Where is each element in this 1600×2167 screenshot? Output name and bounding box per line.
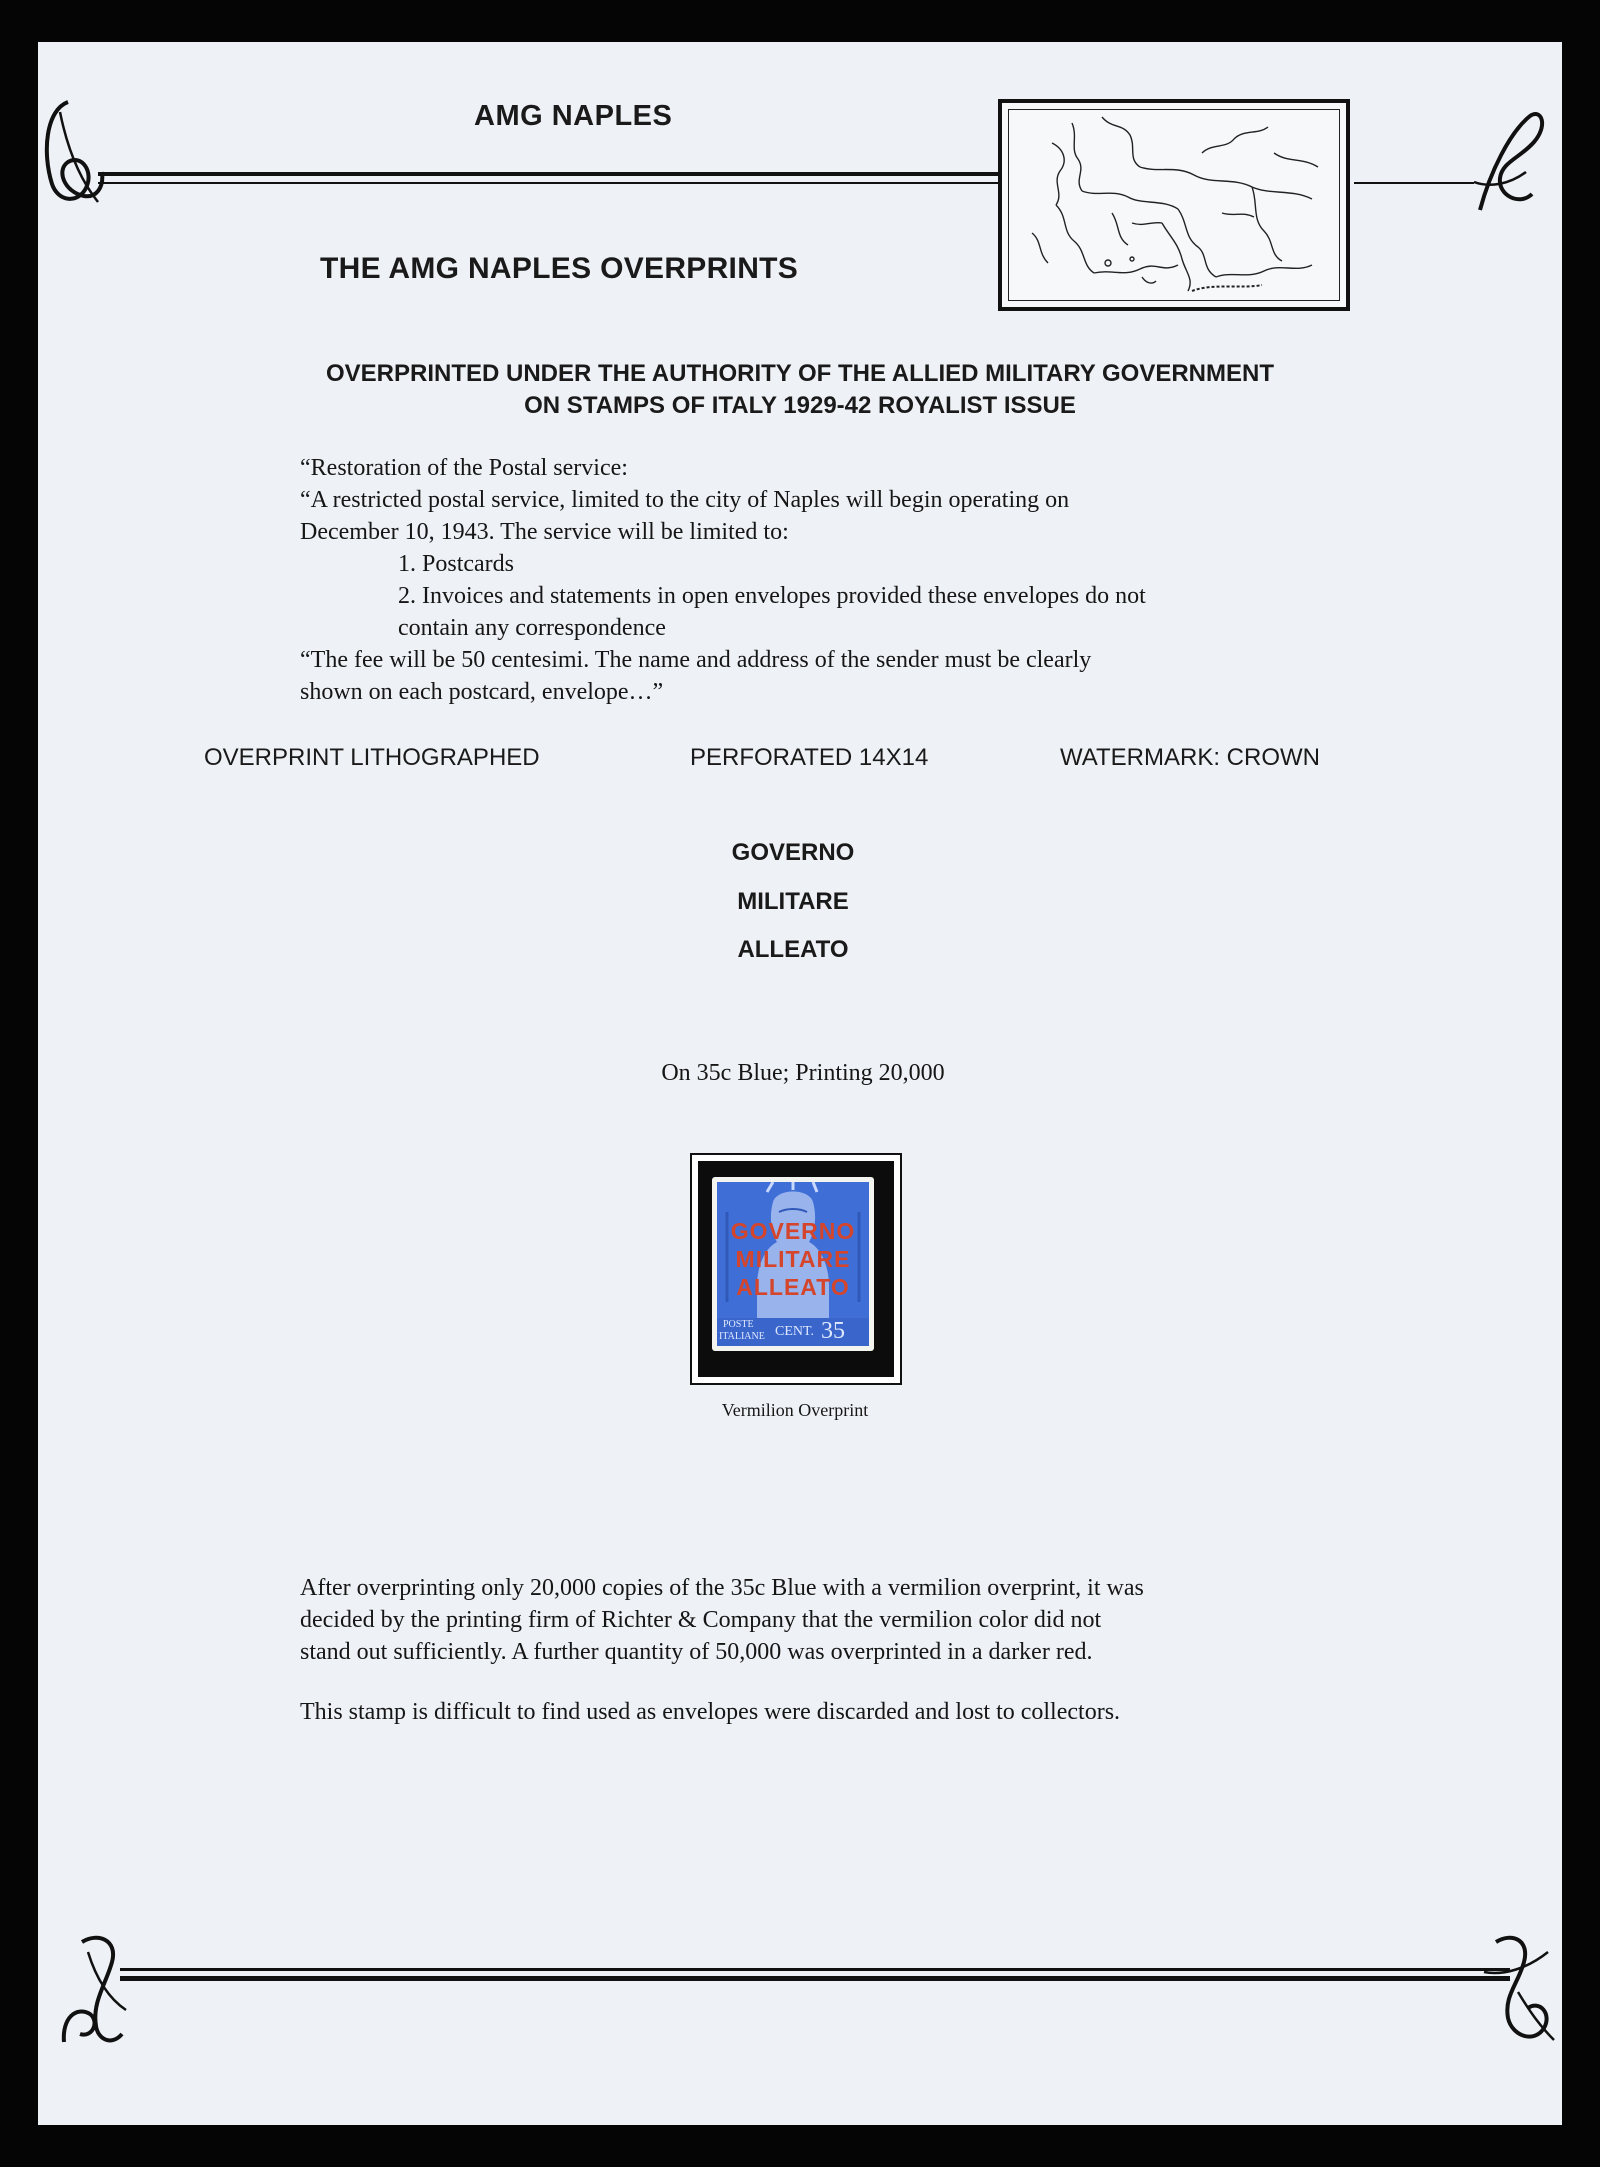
- stamp-overprint-line-3: ALLEATO: [736, 1274, 850, 1300]
- quote-line-2: “A restricted postal service, limited to the city of Naples will begin operating on: [300, 487, 1070, 513]
- quote-item-2b: contain any correspondence: [398, 615, 666, 641]
- quote-line-3: December 10, 1943. The service will be limited to:: [300, 519, 789, 545]
- subtitle-line-2: ON STAMPS OF ITALY 1929-42 ROYALIST ISSUE: [524, 392, 1076, 419]
- album-title: AMG NAPLES: [474, 100, 673, 132]
- stamp-overprint-line-2: MILITARE: [735, 1246, 851, 1272]
- flourish-bottom-right-icon: [1478, 1922, 1562, 2052]
- stamp-value: 35: [821, 1318, 845, 1344]
- bottom-rule: [120, 1968, 1510, 1971]
- flourish-top-left-icon: [38, 92, 110, 212]
- spec-watermark: WATERMARK: CROWN: [1060, 744, 1320, 771]
- notes-para2: This stamp is difficult to find used as envelopes were discarded and lost to collectors.: [300, 1699, 1121, 1725]
- stamp-mount: [690, 1153, 902, 1385]
- page-title: THE AMG NAPLES OVERPRINTS: [320, 252, 799, 285]
- notes-para1-line3: stand out sufficiently. A further quantity of 50,000 was overprinted in a darker red.: [300, 1639, 1093, 1665]
- quote-line-5: shown on each postcard, envelope…”: [300, 679, 664, 705]
- quote-item-1: 1. Postcards: [398, 551, 514, 577]
- stamp-caption-above: On 35c Blue; Printing 20,000: [661, 1060, 945, 1086]
- subtitle-line-1: OVERPRINTED UNDER THE AUTHORITY OF THE ALLIED MILITARY GOVERNMENT: [325, 360, 1275, 387]
- album-page: [38, 42, 1562, 2125]
- stamp-caption-below: Vermilion Overprint: [721, 1400, 869, 1420]
- flourish-bottom-left-icon: [52, 1922, 132, 2052]
- stamp-label-poste: POSTE: [723, 1319, 754, 1330]
- overprint-line-2: MILITARE: [737, 888, 849, 915]
- top-rule: [98, 172, 998, 176]
- europe-map-icon: [1012, 113, 1336, 297]
- quote-line-4: “The fee will be 50 centesimi. The name and address of the sender must be clearly: [300, 647, 1092, 673]
- bottom-rule-thick: [120, 1976, 1510, 1981]
- stamp-overprint-line-1: GOVERNO: [730, 1218, 856, 1244]
- overprint-line-3: ALLEATO: [737, 936, 849, 963]
- notes-block: [300, 1572, 1300, 1728]
- stamp-design: [717, 1182, 869, 1346]
- notes-para1-line1: After overprinting only 20,000 copies of the 35c Blue with a vermilion overprint, it was: [300, 1575, 1144, 1601]
- quote-line-1: “Restoration of the Postal service:: [300, 455, 628, 481]
- europe-map-frame: [998, 99, 1350, 311]
- spec-printing: OVERPRINT LITHOGRAPHED: [204, 744, 540, 771]
- stamp-label-italiane: ITALIANE: [719, 1331, 765, 1342]
- top-rule-right: [1354, 182, 1474, 184]
- quote-item-2a: 2. Invoices and statements in open envelopes provided these envelopes do not: [398, 583, 1146, 609]
- flourish-top-right-icon: [1470, 102, 1550, 222]
- quote-block: [300, 452, 1300, 708]
- overprint-line-1: GOVERNO: [731, 839, 855, 866]
- stamp-label-cent: CENT.: [775, 1324, 815, 1339]
- notes-para1-line2: decided by the printing firm of Richter & Company that the vermilion color did not: [300, 1607, 1102, 1633]
- spec-perforation: PERFORATED 14X14: [690, 744, 929, 771]
- top-rule-thin: [98, 182, 998, 184]
- stamp-value-strip: [717, 1318, 869, 1346]
- stamp-35c-blue: [712, 1177, 874, 1351]
